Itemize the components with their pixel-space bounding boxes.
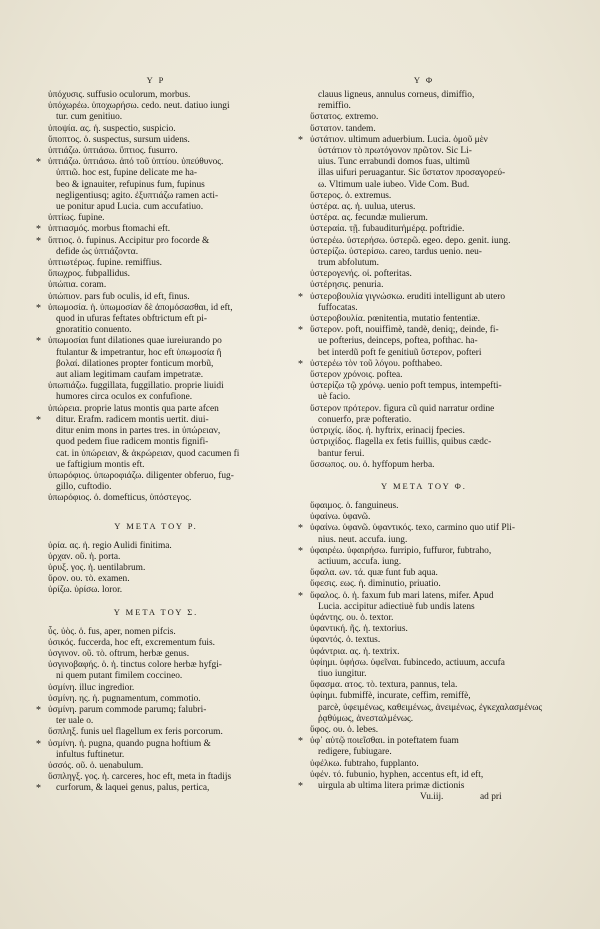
entry-line xyxy=(300,635,548,646)
entry-line xyxy=(38,574,274,585)
entry-line xyxy=(38,585,274,596)
entry-text: ue faftigium montis eft. xyxy=(56,459,145,470)
entry-text: ὑφάντρια. ας. ἡ. textrix. xyxy=(310,646,400,657)
entry-line xyxy=(38,191,274,202)
entry-line xyxy=(38,381,274,392)
entry-text: ὑστάτιον τὸ πρωτόγονον πρῶτον. Sic Li- xyxy=(318,146,472,157)
entry-text: tur. cum genitiuo. xyxy=(56,112,123,123)
entry-text: ὑσικός. fuccerda, hoc eft, excrementum fuis. xyxy=(48,637,215,648)
entry-text: ὑφέλκω. fubtraho, fupplanto. xyxy=(310,758,419,769)
entry-text: ὑφίημι. fubmiffè, incurate, ceffim, remiffè, xyxy=(310,691,471,702)
entry-line xyxy=(38,292,274,303)
entry-text: ὑφάντης. ου. ὁ. textor. xyxy=(310,612,394,623)
entry-text: ὕφασμα. ατος. τὸ. textura, pannus, tela. xyxy=(310,680,458,691)
entry-line xyxy=(300,437,548,448)
entry-line xyxy=(38,660,274,671)
asterisk-marker-icon: * xyxy=(298,545,303,557)
entry-line xyxy=(300,680,548,691)
asterisk-marker-icon: * xyxy=(298,358,303,370)
entry-text: ὕστερος. ὁ. extremus. xyxy=(310,190,392,201)
entry-text: ὑστερέω. ὑστερήσω. ὑστερῶ. egeo. depo. genit. iung. xyxy=(310,235,511,246)
entry-line xyxy=(38,727,274,738)
entry-text: actiuum, accufa. iung. xyxy=(318,556,402,567)
entry-text: negligentiusq; agito. ἐξυπτιάζω ramen acti- xyxy=(56,190,219,201)
entry-text: curforum, & laquei genus, palus, pertica, xyxy=(56,783,210,794)
entry-line xyxy=(300,613,548,624)
entry-line xyxy=(38,552,274,563)
entry-line xyxy=(38,750,274,761)
entry-line xyxy=(300,725,548,736)
entry-line xyxy=(300,236,548,247)
entry-line xyxy=(300,269,548,280)
entry-text: ὑφαντική. ῆς. ἡ. textorius. xyxy=(310,624,408,635)
entry-line xyxy=(300,280,548,291)
entry-text: ὕσπληξ. funis uel flagellum ex feris porcorum. xyxy=(48,727,223,738)
entry-text: ὑσγινοβαφής. ὁ. ἡ. tinctus colore herbæ hyfgi- xyxy=(48,660,222,671)
entry-text: Lucia. accipitur adiectiuè fub undis latens xyxy=(318,601,475,612)
entry-line xyxy=(38,649,274,660)
entry-line xyxy=(38,716,274,727)
entry-line xyxy=(38,563,274,574)
entry-line xyxy=(300,359,548,370)
entry-text: ditur enim mons in partes tres. in ὑπώρειαν, xyxy=(56,426,221,437)
entry-text: ὑστερίζω τῷ χρόνῳ. uenio poft tempus, intempefti- xyxy=(310,381,502,392)
entry-text: ὑσμίνη. ἡ. pugna, quando pugna hoftium & xyxy=(48,738,211,749)
entry-line xyxy=(300,781,548,792)
entry-line xyxy=(300,770,548,781)
entry-text: ὑπωρόφιος. ὑπωροφιάζω. diligenter obferuo, fug- xyxy=(48,470,234,481)
entry-line xyxy=(300,303,548,314)
entry-text: ὕπωχρος. fubpallidus. xyxy=(48,269,130,280)
entry-text: ὑστερογενής. οἱ. pofteritas. xyxy=(310,269,412,280)
entry-text: ὑπώπιον. pars fub oculis, id eft, finus. xyxy=(48,291,190,302)
entry-line xyxy=(38,359,274,370)
entry-line xyxy=(300,213,548,224)
entry-line xyxy=(38,135,274,146)
entry-line xyxy=(300,202,548,213)
entry-line xyxy=(38,146,274,157)
entry-text: ὑφέν. τό. fubunio, hyphen, accentus eft, id eft, xyxy=(310,769,484,780)
entry-line xyxy=(38,493,274,504)
entry-line xyxy=(38,90,274,101)
entry-line xyxy=(300,759,548,770)
entry-text: ῥᾳθύμως, ἀνεσταλμένως. xyxy=(318,713,414,724)
entry-text: ditur. Erafm. radicem montis uertit. diui- xyxy=(56,414,209,425)
entry-line xyxy=(38,783,274,794)
entry-text: ὕφαιμος. ὁ. fanguineus. xyxy=(310,500,399,511)
entry-line xyxy=(300,602,548,613)
entry-line xyxy=(38,336,274,347)
entry-line xyxy=(38,202,274,213)
entry-line xyxy=(38,482,274,493)
entry-text: ὑφαίνω. ὑφανῶ. ὑφαντικός. texo, carmino quo utif Pli- xyxy=(310,523,515,534)
entry-text: ω. Vltimum uale iubeo. Vide Com. Bud. xyxy=(318,179,470,190)
entry-text: ὑρχαν. οῦ. ἡ. porta. xyxy=(48,551,121,562)
entry-line xyxy=(300,258,548,269)
entry-text: gnoratitio conuento. xyxy=(56,325,132,336)
entry-text: ὑπόχωρέω. ὑποχωρήσω. cedo. neut. datiuo iungi xyxy=(48,101,230,112)
entry-text: trum abfolutum. xyxy=(318,258,379,269)
entry-line xyxy=(38,112,274,123)
entry-line xyxy=(300,523,548,534)
entry-line xyxy=(300,157,548,168)
entry-line xyxy=(300,703,548,714)
entry-line xyxy=(300,546,548,557)
entry-text: ὑσμίνη. parum commode parumq; falubri- xyxy=(48,704,207,715)
asterisk-marker-icon: * xyxy=(298,590,303,602)
entry-line xyxy=(300,135,548,146)
asterisk-marker-icon: * xyxy=(298,325,303,337)
section-heading-upsilon-phi: Υ ΜΕΤΑ ΤΟΥ Φ. xyxy=(381,480,467,491)
entry-text: ὑρυξ. γος. ἡ. uentilabrum. xyxy=(48,562,146,573)
entry-line xyxy=(38,415,274,426)
entry-text: ὑπώρεια. proprie latus montis qua parte afcen xyxy=(48,403,219,414)
entry-line xyxy=(38,392,274,403)
entry-line xyxy=(38,213,274,224)
entry-text: quod pedem fiue radicem montis fignifi- xyxy=(56,437,209,448)
entry-text: ὑπωμοσίαι funt dilationes quae iureiurando po xyxy=(48,336,222,347)
entry-line xyxy=(38,101,274,112)
entry-line xyxy=(300,325,548,336)
entry-line xyxy=(300,292,548,303)
entry-text: ὑπτιάζω. ὑπτιάσω. ὕπτιος. fusurro. xyxy=(48,146,178,157)
left-column xyxy=(38,75,274,795)
entry-text: ὕφεσις. εως. ἡ. diminutio, priuatio. xyxy=(310,579,441,590)
entry-line xyxy=(38,325,274,336)
entry-text: ὑστεροβουλία. pœnitentia, mutatio fententiæ. xyxy=(310,314,481,325)
right-running-head: Υ Φ xyxy=(413,75,435,85)
entry-text: ὑσμίνη. illuc ingredior. xyxy=(48,682,135,693)
entry-line xyxy=(300,348,548,359)
entry-text: ὑφίημι. ὑφήσω. ὑφεῖναι. fubincedo, actiuum, accufa xyxy=(310,657,505,668)
entry-line xyxy=(38,314,274,325)
entry-line xyxy=(38,236,274,247)
entry-text: ὕπτιος. ὁ. fupinus. Accipitur pro focorde & xyxy=(48,235,210,246)
asterisk-marker-icon: * xyxy=(36,235,41,247)
entry-text: ftulantur & impetrantur, hoc eft ὑπωμοσία ἢ xyxy=(56,347,222,358)
entry-text: ὑπώπια. coram. xyxy=(48,280,107,291)
right-entries xyxy=(300,90,548,471)
entry-line xyxy=(38,280,274,291)
entry-line xyxy=(300,90,548,101)
entry-text: uius. Tunc errabundi domos fuas, ultimũ xyxy=(318,157,470,168)
entry-line xyxy=(38,247,274,258)
entry-text: ὕστατος. extremo. xyxy=(310,112,379,123)
entry-line xyxy=(300,124,548,135)
entry-text: ὑπόχυσις. suffusio oculorum, morbus. xyxy=(48,90,191,100)
entry-text: ὑστάτιον. ultimum aduerbium. Lucia. ὁμοῦ μὲν xyxy=(310,134,488,145)
entry-text: ὑσμίνη. ης. ἡ. pugnamentum, commotio. xyxy=(48,693,201,704)
entry-line xyxy=(300,314,548,325)
entry-line xyxy=(300,168,548,179)
entry-line xyxy=(300,691,548,702)
entry-text: ὕσσωπος. ου. ὁ. hyffopum herba. xyxy=(310,459,435,470)
entry-line xyxy=(300,501,548,512)
left-entries-rho xyxy=(38,541,274,597)
entry-line xyxy=(300,557,548,568)
entry-line xyxy=(38,303,274,314)
entry-text: ue ponitur apud Lucia. cum accufatiuo. xyxy=(56,202,204,213)
entry-text: bantur ferui. xyxy=(318,448,365,459)
entry-line xyxy=(38,772,274,783)
signature-mark: Vu.iij. xyxy=(420,792,444,803)
entry-line xyxy=(300,224,548,235)
entry-text: uirgula ab ultima litera primæ dictionis xyxy=(318,780,465,791)
entry-line xyxy=(300,381,548,392)
entry-text: ὑστεραία. τῇ. fubauditurἡμέρᾳ. poftridie. xyxy=(310,224,465,235)
entry-text: βολαί. dilationes propter fonticum morbũ, xyxy=(56,358,214,369)
entry-text: beo & ignauiter, refupinus fum, fupinus xyxy=(56,179,205,190)
asterisk-marker-icon: * xyxy=(36,302,41,314)
entry-text: ὑρίζω. ὑρίσω. loror. xyxy=(48,585,123,596)
entry-text: ὕστερον πρότερον. figura cũ quid narratur ordine xyxy=(310,403,495,414)
footer-line xyxy=(300,792,548,803)
entry-line xyxy=(300,568,548,579)
entry-text: ὕσπληγξ. γος. ἡ. carceres, hoc eft, meta in ftadijs xyxy=(48,772,232,783)
entry-line xyxy=(38,638,274,649)
entry-text: clauus ligneus, annulus corneus, dimiffio, xyxy=(318,90,475,100)
entry-text: tiuo iungitur. xyxy=(318,668,367,679)
entry-text: ὕποπτος. ὁ. suspectus, sursum uidens. xyxy=(48,134,190,145)
entry-line xyxy=(38,348,274,359)
entry-text: ὑστέρα. ας. ἡ. uulua, uterus. xyxy=(310,202,416,213)
entry-line xyxy=(38,694,274,705)
entry-line xyxy=(38,739,274,750)
entry-text: parcè, ὑφειμένως, καθειμένως, ἀνειμένως, ἐγκεχαλασμένως xyxy=(318,702,543,713)
entry-line xyxy=(38,627,274,638)
entry-text: aut aliam legitimam caufam impetratæ. xyxy=(56,370,204,381)
entry-line xyxy=(300,191,548,202)
entry-line xyxy=(38,180,274,191)
entry-text: cat. in ὑπώρειαν, & ἀκρώρειαν, quod cacumen fi xyxy=(56,448,240,459)
entry-line xyxy=(300,647,548,658)
entry-line xyxy=(300,336,548,347)
entry-text: ὑσγινον. οῦ. τὸ. oftrum, herbæ genus. xyxy=(48,648,190,659)
entry-line xyxy=(38,437,274,448)
entry-text: humores circa oculos ex confufione. xyxy=(56,392,193,403)
entry-line xyxy=(38,426,274,437)
entry-text: conuerfo, præ pofteratio. xyxy=(318,414,412,425)
asterisk-marker-icon: * xyxy=(36,157,41,169)
entry-text: illas uifuri peruagantur. Sic ὕστατον προσαγορεύ- xyxy=(318,168,506,179)
entry-line xyxy=(300,535,548,546)
entry-text: ὕστερον χρόνοις. poftea. xyxy=(310,370,403,381)
entry-line xyxy=(38,761,274,772)
entry-line xyxy=(300,180,548,191)
entry-line xyxy=(38,168,274,179)
entry-text: redigere, fubiugare. xyxy=(318,747,392,758)
entry-text: ὕστερον. poft, nouiffimè, tandè, deniq;, deinde, fi- xyxy=(310,325,499,336)
entry-line xyxy=(300,101,548,112)
entry-line xyxy=(300,449,548,460)
entry-line xyxy=(38,671,274,682)
asterisk-marker-icon: * xyxy=(36,704,41,716)
entry-line xyxy=(300,669,548,680)
entry-line xyxy=(300,247,548,258)
entry-line xyxy=(38,269,274,280)
entry-text: ὑσσός. οῦ. ὁ. uenabulum. xyxy=(48,760,144,771)
entry-text: ter uale o. xyxy=(56,716,94,727)
entry-text: ὑπωπιάζω. fuggillata, fuggillatio. proprie liuidi xyxy=(48,381,224,392)
entry-text: ὑπωμοσία. ἡ. ὑπωμοσίαν δὲ ἀπομόσασθαι, id eft, xyxy=(48,302,233,313)
entry-line xyxy=(300,624,548,635)
entry-text: ὑστριχίς. ίδος. ἡ. hyftrix, erinacij fpecies. xyxy=(310,426,465,437)
entry-line xyxy=(300,512,548,523)
entry-line xyxy=(38,370,274,381)
entry-text: bet interdũ poft fe genitiuũ ὕστερον, pofteri xyxy=(318,347,482,358)
entry-text: ὕφαλος. ὁ. ἡ. faxum fub mari latens, mifer. Apud xyxy=(310,590,494,601)
asterisk-marker-icon: * xyxy=(298,291,303,303)
entry-text: ὑστεροβουλία γιγνώσκω. eruditi intelligunt ab utero xyxy=(310,291,506,302)
section-heading-upsilon-rho: Υ ΜΕΤΑ ΤΟΥ Ρ. xyxy=(114,520,198,531)
entry-line xyxy=(38,705,274,716)
entry-text: ὕρον. ου. τὸ. examen. xyxy=(48,574,130,585)
entry-line xyxy=(38,541,274,552)
entry-line xyxy=(300,747,548,758)
entry-text: ὑφαντός. ὁ. textus. xyxy=(310,635,381,646)
entry-line xyxy=(300,370,548,381)
left-entries-sigma xyxy=(38,627,274,795)
entry-line xyxy=(300,415,548,426)
entry-line xyxy=(38,258,274,269)
right-entries-phi xyxy=(300,501,548,792)
entry-line xyxy=(38,471,274,482)
entry-text: ὑστέρα. ας. fecundæ mulierum. xyxy=(310,213,428,224)
entry-text: fuffocatas. xyxy=(318,302,358,313)
asterisk-marker-icon: * xyxy=(298,523,303,535)
left-entries xyxy=(38,90,274,505)
right-column xyxy=(300,75,548,803)
asterisk-marker-icon: * xyxy=(36,414,41,426)
entry-line xyxy=(300,426,548,437)
entry-line xyxy=(38,224,274,235)
entry-line xyxy=(38,124,274,135)
entry-line xyxy=(300,404,548,415)
catchword: ad pri xyxy=(480,792,502,803)
entry-text: defide ὡς ὑπτιάζοντα. xyxy=(56,246,139,257)
entry-text: ὑστερέω τὸν τοῦ λόγου. pofthabeo. xyxy=(310,358,443,369)
entry-line xyxy=(300,591,548,602)
entry-text: remiffio. xyxy=(318,101,351,112)
left-running-head: Υ Ρ xyxy=(146,75,166,85)
entry-text: ὑπτιωτέρως. fupine. remiffius. xyxy=(48,258,162,269)
entry-text: ὑφαίνω. ὑφανῶ. xyxy=(310,512,371,523)
entry-text: ὑπτιῶ. hoc est, fupine delicate me ha- xyxy=(56,168,198,179)
entry-text: ὕστατον. tandem. xyxy=(310,123,376,134)
entry-text: ue pofterius, deinceps, poftea, pofthac. ha- xyxy=(318,336,478,347)
entry-text: ni quem putant fimilem coccineo. xyxy=(56,671,183,682)
entry-text: ὑστριχίδος. flagella ex fetis fuillis, quibus cædc- xyxy=(310,437,492,448)
entry-text: ὗς. ὑὸς. ὁ. fus, aper, nomen pifcis. xyxy=(48,626,176,637)
asterisk-marker-icon: * xyxy=(298,736,303,748)
entry-text: ὑπτιασμός. morbus ftomachi eft. xyxy=(48,224,171,235)
entry-line xyxy=(38,449,274,460)
entry-text: ὑπτίως. fupine. xyxy=(48,213,105,224)
asterisk-marker-icon: * xyxy=(36,224,41,236)
asterisk-marker-icon: * xyxy=(36,336,41,348)
entry-line xyxy=(300,460,548,471)
entry-line xyxy=(300,658,548,669)
entry-line xyxy=(38,157,274,168)
entry-line xyxy=(38,404,274,415)
entry-text: ὑφ᾽ αὑτῷ ποιεῖσθαι. in poteftatem fuam xyxy=(310,736,459,747)
entry-text: ὑπωρόφιος. ὁ. domefticus, ὑπόστεγος. xyxy=(48,493,192,504)
entry-text: ὑστέρησις. penuria. xyxy=(310,280,384,291)
asterisk-marker-icon: * xyxy=(298,134,303,146)
asterisk-marker-icon: * xyxy=(36,738,41,750)
entry-line xyxy=(300,579,548,590)
entry-text: gillo, cuftodio. xyxy=(56,482,112,493)
entry-line xyxy=(300,714,548,725)
entry-text: ὑστερίζω. ὑστερίσω. careo, tardus uenio. neu- xyxy=(310,246,482,257)
entry-text: nius. neut. accufa. iung. xyxy=(318,534,408,545)
entry-line xyxy=(38,460,274,471)
entry-text: ὕφαλα. ων. τά. quæ funt fub aqua. xyxy=(310,568,438,579)
entry-text: ὑρία. ας. ἡ. regio Aulidi finitima. xyxy=(48,540,172,551)
section-heading-upsilon-sigma: Υ ΜΕΤΑ ΤΟΥ Σ. xyxy=(113,606,199,617)
entry-text: ὕφος. ου. ὁ. lebes. xyxy=(310,724,379,735)
entry-line xyxy=(300,146,548,157)
entry-text: ὑποψία. ας. ἡ. suspectio, suspicio. xyxy=(48,123,176,134)
entry-line xyxy=(38,683,274,694)
entry-text: infultus fuftinetur. xyxy=(56,749,125,760)
entry-line xyxy=(300,736,548,747)
entry-text: ὑπτιάζω. ὑπτιάσω. ἀπό τοῦ ὑπτίου. ὑπεύθυνος. xyxy=(48,157,224,168)
entry-text: quod in ufuras feftates obftrictum eft pi- xyxy=(56,314,207,325)
entry-text: uè facio. xyxy=(318,392,351,403)
asterisk-marker-icon: * xyxy=(298,780,303,792)
entry-text: ὑφαιρέω. ὑφαιρήσω. furripio, fuffuror, fubtraho, xyxy=(310,545,492,556)
entry-line xyxy=(300,392,548,403)
asterisk-marker-icon: * xyxy=(36,783,41,795)
entry-line xyxy=(300,112,548,123)
